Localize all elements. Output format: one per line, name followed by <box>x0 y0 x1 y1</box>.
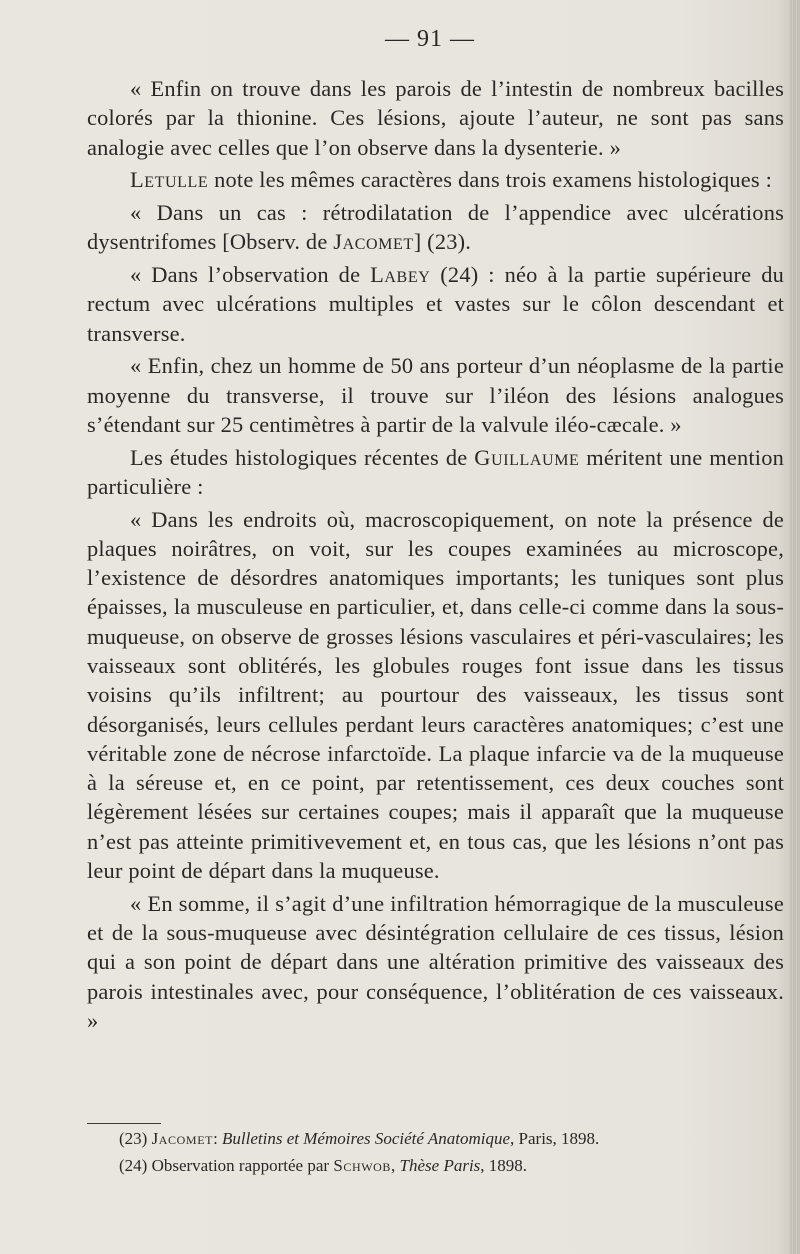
paragraph <box>87 74 784 162</box>
paragraph-text: Les études histologiques récentes de <box>130 444 475 470</box>
footnote-title: Thèse Paris <box>399 1156 481 1175</box>
footnote-text: Observation rapportée par <box>151 1156 334 1175</box>
paragraph <box>87 505 784 886</box>
paragraph-text: ] (23). <box>413 229 472 255</box>
paragraph-text: « Enfin on trouve dans les parois de l’intestin de nombreux bacilles colorés par la thionine. Ces lésions, ajoute l’auteur, ne sont pas sans analogie avec celles que l’on observe dans la dysenterie. » <box>87 76 784 160</box>
paragraph <box>87 351 784 439</box>
page-edge <box>790 0 800 1254</box>
paragraph-text: (24) : néo à la partie supérieure du rectum avec ulcérations multiples et vastes sur le côlon descendant et transverse. <box>87 261 784 346</box>
paragraph-text: « Dans un cas : rétrodilatation de l’appendice avec ulcérations dysentrifomes [Observ. de <box>87 199 784 255</box>
paragraph-text: « En somme, il s’agit d’une infiltration hémorragique de la musculeuse et de la sous-muqueuse avec désintégration cellulaire de ces tissus, lésion qui a son point de départ dans une altération primitive des vaisseaux des parois intestinales avec, pour conséquence, l’oblitération de ces vaisseaux. » <box>87 890 784 1033</box>
author-name: Letulle <box>130 167 209 193</box>
footnote-separator: : <box>213 1129 223 1148</box>
paragraph-text: note les mêmes caractères dans trois examens histologiques : <box>208 167 773 193</box>
footnote-title: Bulletins et Mémoires Société Anatomique <box>222 1129 511 1148</box>
footnote-number: (23) <box>119 1129 152 1148</box>
page-number: — 91 — <box>385 26 475 52</box>
paragraph <box>87 165 784 194</box>
footnotes <box>119 1125 759 1179</box>
footnote <box>119 1125 759 1152</box>
paragraph <box>87 198 784 257</box>
footnote-separator: , <box>391 1156 400 1175</box>
paragraph <box>87 260 784 348</box>
footnote-tail: , 1898. <box>480 1156 528 1175</box>
paragraph <box>87 889 784 1035</box>
footnote-author: Jacomet <box>151 1129 214 1148</box>
footnote-author: Schwob <box>333 1156 392 1175</box>
author-name: Labey <box>370 261 431 287</box>
footnote-rule <box>87 1123 161 1124</box>
body-text <box>87 74 784 1039</box>
author-name: Jacomet <box>333 229 414 255</box>
paragraph-text: « Dans l’observation de <box>130 261 371 287</box>
author-name: Guillaume <box>474 444 580 470</box>
footnote-tail: , Paris, 1898. <box>510 1129 600 1148</box>
paragraph-text: « Dans les endroits où, macroscopiquement, on note la présence de plaques noirâtres, on voit, sur les coupes examinées au microscope, l’existence de désordres anatomiques importants; les tuniques sont plus épaisses, la musculeuse en particulier, et, dans celle-ci comme dans la sous-muqueuse, on observe de grosses lésions vasculaires et péri-vasculaires; les vaisseaux sont oblitérés, les globules rouges font issue dans les tissus voisins qu’ils infiltrent; au pourtour des vaisseaux, les tissus sont désorganisés, leurs cellules perdant leurs caractères anatomiques; c’est une véritable zone de nécrose infarctoïde. La plaque infarcie va de la muqueuse à la séreuse et, en ce point, par retentissement, ces deux couches sont légèrement lésées sur certaines coupes; mais il apparaît que la muqueuse n’est pas atteinte primitivevement et, en tous cas, que les lésions n’ont pas leur point de départ dans la muqueuse. <box>87 506 784 884</box>
paragraph-text: méritent une mention particulière : <box>87 444 785 499</box>
paragraph <box>87 443 784 502</box>
footnote-number: (24) <box>119 1156 152 1175</box>
paragraph-text: « Enfin, chez un homme de 50 ans porteur d’un néoplasme de la partie moyenne du transverse, il trouve sur l’iléon des lésions analogues s’étendant sur 25 centimètres à partir de la valvule iléo-cæcale. » <box>87 353 784 437</box>
footnote <box>119 1152 759 1179</box>
